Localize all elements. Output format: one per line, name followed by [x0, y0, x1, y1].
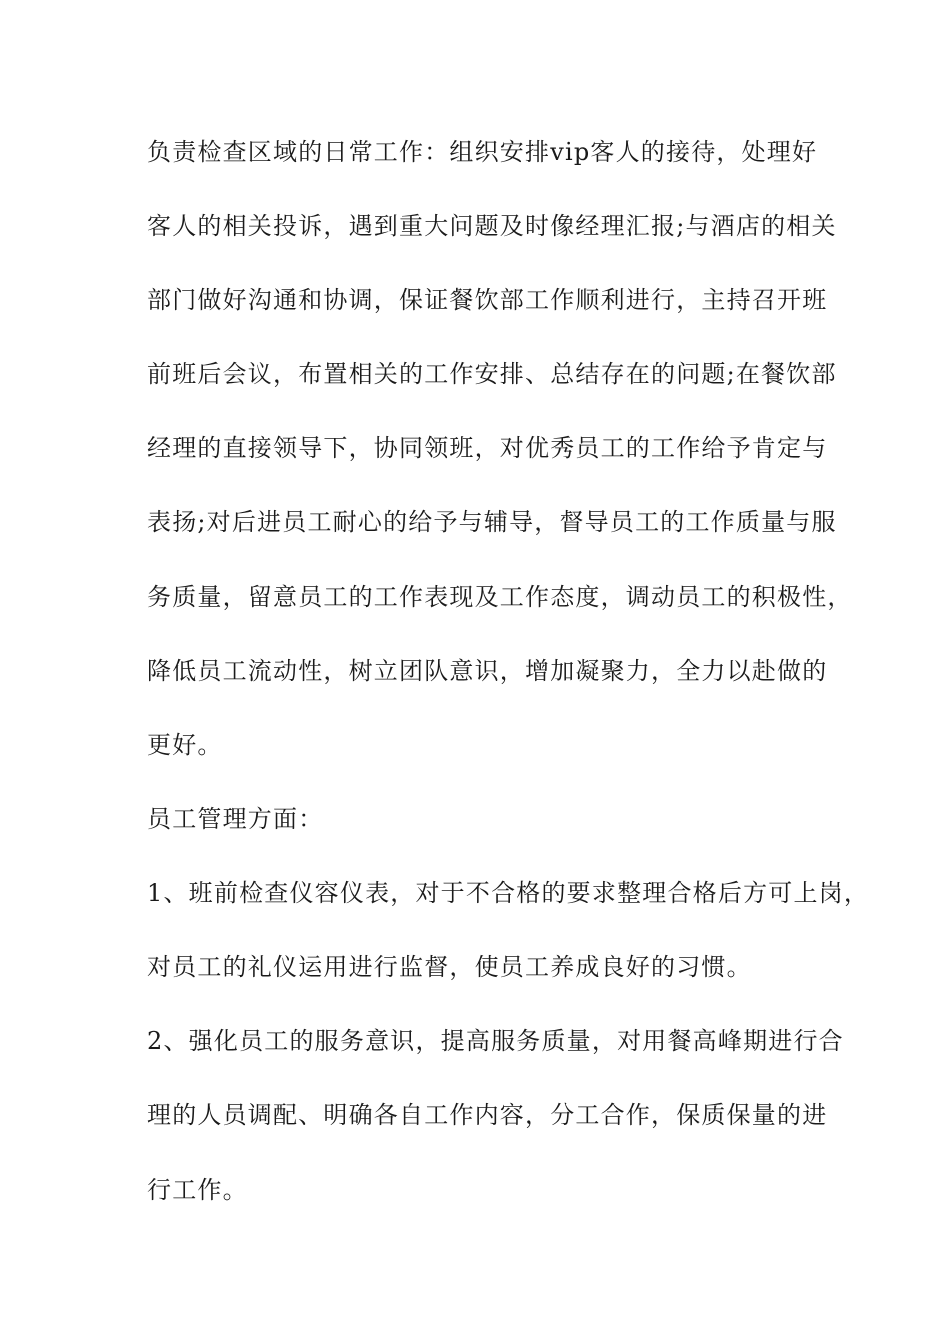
list-item-line: 2、强化员工的服务意识，提高服务质量，对用餐高峰期进行合: [147, 1027, 844, 1055]
paragraph-line: 部门做好沟通和协调，保证餐饮部工作顺利进行，主持召开班: [147, 286, 828, 314]
paragraph-line: 降低员工流动性，树立团队意识，增加凝聚力，全力以赴做的: [147, 657, 828, 685]
paragraph-line: 经理的直接领导下，协同领班，对优秀员工的工作给予肯定与: [147, 434, 828, 462]
list-item-line: 行工作。: [147, 1176, 248, 1204]
paragraph-line: 更好。: [147, 731, 223, 759]
section-heading: 员工管理方面：: [147, 805, 324, 833]
list-item-line: 1、班前检查仪容仪表，对于不合格的要求整理合格后方可上岗，: [147, 879, 870, 907]
paragraph-line: 前班后会议，布置相关的工作安排、总结存在的问题;在餐饮部: [147, 360, 837, 388]
list-item-line: 理的人员调配、明确各自工作内容，分工合作，保质保量的进: [147, 1101, 828, 1129]
list-item-line: 对员工的礼仪运用进行监督，使员工养成良好的习惯。: [147, 953, 752, 981]
paragraph-line: 负责检查区域的日常工作：组织安排vip客人的接待，处理好: [147, 138, 818, 166]
paragraph-line: 客人的相关投诉，遇到重大问题及时像经理汇报;与酒店的相关: [147, 212, 837, 240]
paragraph-line: 务质量，留意员工的工作表现及工作态度，调动员工的积极性，: [147, 583, 853, 611]
paragraph-line: 表扬;对后进员工耐心的给予与辅导，督导员工的工作质量与服: [147, 508, 837, 536]
